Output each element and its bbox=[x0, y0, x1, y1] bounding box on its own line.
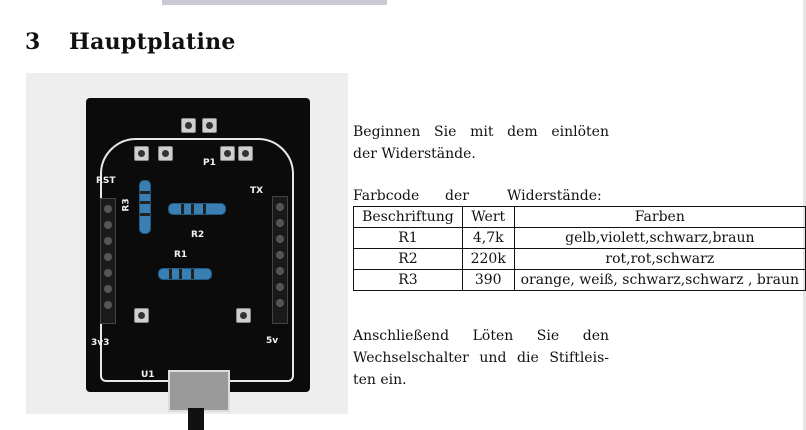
section-number: 3 bbox=[25, 29, 41, 55]
label-r1: R1 bbox=[174, 250, 188, 260]
pad bbox=[238, 146, 253, 161]
intro-line: Beginnen Sie mit dem einlöten bbox=[353, 124, 609, 140]
label-3v3: 3v3 bbox=[91, 338, 110, 348]
table-row bbox=[354, 228, 806, 249]
label-u1: U1 bbox=[141, 370, 155, 380]
right-pin-header bbox=[272, 196, 288, 324]
outro-paragraph bbox=[353, 325, 609, 391]
pad bbox=[220, 146, 235, 161]
table-cell: 4,7k bbox=[462, 228, 514, 249]
table-cell: orange, weiß, schwarz,schwarz , braun bbox=[514, 270, 805, 291]
section-title-text: Hauptplatine bbox=[69, 29, 236, 55]
label-p1: P1 bbox=[203, 158, 216, 168]
table-caption bbox=[353, 188, 609, 204]
top-scroll-strip bbox=[162, 0, 387, 5]
table-cell: R1 bbox=[354, 228, 463, 249]
caption-word: der bbox=[445, 188, 469, 204]
header-cell: Farben bbox=[514, 207, 805, 228]
intro-line: der Widerstände. bbox=[353, 146, 476, 162]
resistor-r2 bbox=[168, 203, 226, 215]
table-cell: gelb,violett,schwarz,braun bbox=[514, 228, 805, 249]
slide-switch bbox=[168, 370, 230, 412]
resistor-r1 bbox=[158, 268, 212, 280]
pad bbox=[202, 118, 217, 133]
header-cell: Beschriftung bbox=[354, 207, 463, 228]
table-cell: 390 bbox=[462, 270, 514, 291]
outro-line: Wechselschalter und die Stiftleis- bbox=[353, 350, 609, 366]
pcb-photo bbox=[26, 73, 348, 414]
table-cell: R2 bbox=[354, 249, 463, 270]
pad bbox=[158, 146, 173, 161]
label-rst: RST bbox=[96, 176, 116, 186]
caption-word: Widerstände: bbox=[507, 188, 602, 204]
table-row bbox=[354, 249, 806, 270]
switch-knob bbox=[188, 408, 204, 430]
table-cell: rot,rot,schwarz bbox=[514, 249, 805, 270]
label-5v: 5v bbox=[266, 336, 279, 346]
table-row bbox=[354, 270, 806, 291]
caption-word: Farbcode bbox=[353, 188, 420, 204]
table-header-row bbox=[354, 207, 806, 228]
resistor-r3 bbox=[139, 180, 151, 234]
table-cell: R3 bbox=[354, 270, 463, 291]
header-cell: Wert bbox=[462, 207, 514, 228]
intro-paragraph bbox=[353, 121, 609, 165]
pad bbox=[181, 118, 196, 133]
left-pin-header bbox=[100, 198, 116, 324]
label-tx: TX bbox=[250, 186, 264, 196]
table-cell: 220k bbox=[462, 249, 514, 270]
label-r3: R3 bbox=[121, 198, 132, 212]
pcb-board bbox=[86, 98, 310, 392]
resistor-color-table bbox=[353, 206, 806, 291]
label-r2: R2 bbox=[191, 230, 205, 240]
silkscreen-outline bbox=[100, 138, 294, 382]
outro-line: ten ein. bbox=[353, 372, 407, 388]
section-heading bbox=[25, 29, 236, 55]
pad bbox=[134, 308, 149, 323]
outro-line: Anschließend Löten Sie den bbox=[353, 328, 609, 344]
pad bbox=[134, 146, 149, 161]
pad bbox=[236, 308, 251, 323]
